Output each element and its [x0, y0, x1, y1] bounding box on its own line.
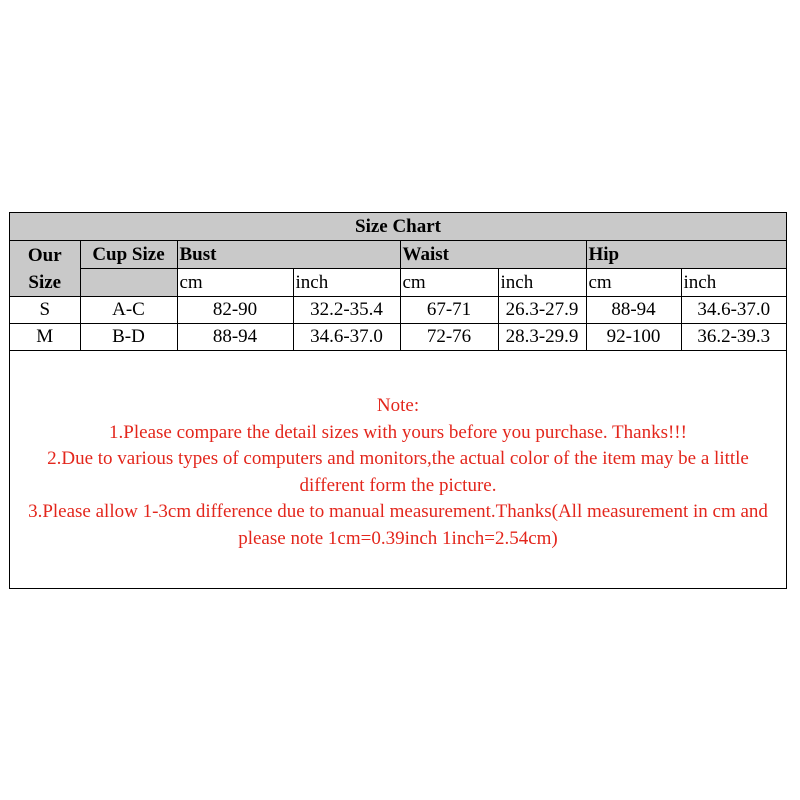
hip-inch-header: inch: [681, 269, 786, 297]
header-row-units: [10, 269, 786, 297]
our-size-header: Our Size: [10, 241, 80, 297]
hip-cm-cell: 88-94: [586, 297, 681, 324]
header-row-main: [10, 241, 786, 269]
waist-header: Waist: [400, 241, 586, 269]
table-row: [10, 297, 786, 324]
cup-cell: A-C: [80, 297, 177, 324]
hip-cm-cell: 92-100: [586, 324, 681, 351]
bust-header: Bust: [177, 241, 400, 269]
note-line-3: 3.Please allow 1-3cm difference due to manual measurement.Thanks(All measurement in cm and please note 1cm=0.39inch 1inch=2.54cm): [28, 501, 768, 549]
bust-inch-cell: 34.6-37.0: [293, 324, 400, 351]
waist-inch-cell: 28.3-29.9: [498, 324, 586, 351]
waist-cm-cell: 67-71: [400, 297, 498, 324]
cup-size-header: Cup Size: [80, 241, 177, 269]
table-title: Size Chart: [10, 213, 786, 241]
size-chart-panel: [9, 212, 787, 589]
table-row: [10, 324, 786, 351]
cup-cell: B-D: [80, 324, 177, 351]
waist-cm-cell: 72-76: [400, 324, 498, 351]
bust-inch-cell: 32.2-35.4: [293, 297, 400, 324]
bust-inch-header: inch: [293, 269, 400, 297]
bust-cm-header: cm: [177, 269, 293, 297]
note-line-1: 1.Please compare the detail sizes with yours before you purchase. Thanks!!!: [109, 421, 687, 443]
waist-cm-header: cm: [400, 269, 498, 297]
title-row: [10, 213, 786, 241]
cup-size-header-spacer: [80, 269, 177, 297]
hip-inch-cell: 36.2-39.3: [681, 324, 786, 351]
bust-cm-cell: 82-90: [177, 297, 293, 324]
note-block: [10, 393, 786, 552]
size-chart-table: [10, 213, 786, 351]
waist-inch-header: inch: [498, 269, 586, 297]
bust-cm-cell: 88-94: [177, 324, 293, 351]
size-cell: S: [10, 297, 80, 324]
note-line-2: 2.Due to various types of computers and monitors,the actual color of the item may be a little different form the picture.: [47, 448, 749, 496]
size-cell: M: [10, 324, 80, 351]
hip-cm-header: cm: [586, 269, 681, 297]
waist-inch-cell: 26.3-27.9: [498, 297, 586, 324]
note-heading: Note:: [376, 395, 420, 416]
hip-inch-cell: 34.6-37.0: [681, 297, 786, 324]
hip-header: Hip: [586, 241, 786, 269]
